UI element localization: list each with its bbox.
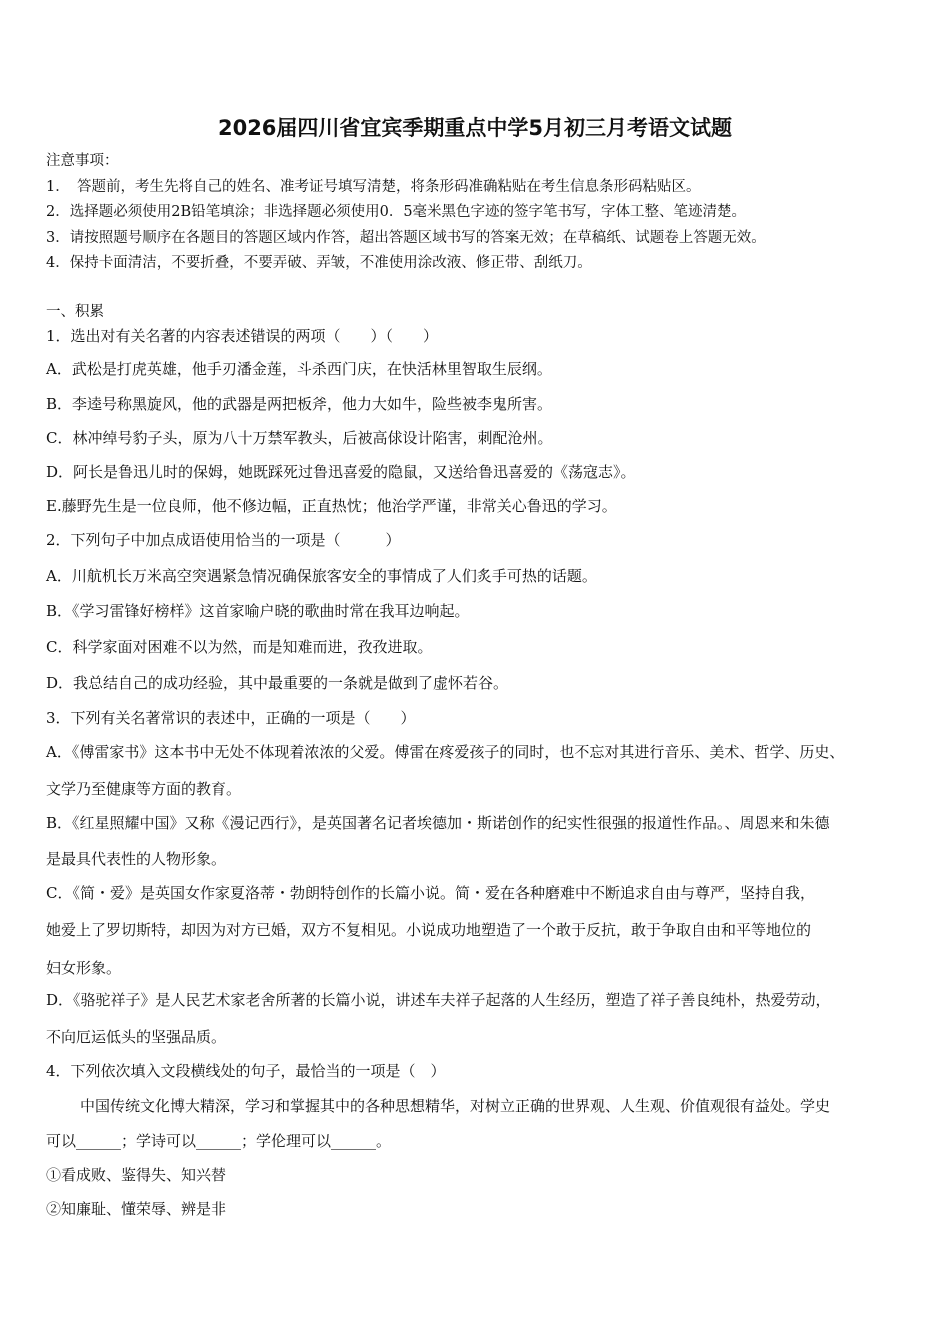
question-3-option-c-cont: 她爱上了罗切斯特，却因为对方已婚，双方不复相见。小说成功地塑造了一个敢于反抗，敢于争取自由和平等地位的 (46, 921, 812, 939)
question-2-option-a: A．川航机长万米高空突遇紧急情况确保旅客安全的事情成了人们炙手可热的话题。 (46, 567, 597, 585)
question-3-stem: 3．下列有关名著常识的表述中，正确的一项是（ ） (46, 709, 416, 727)
question-3-option-d-cont: 不向厄运低头的坚强品质。 (46, 1028, 227, 1046)
page-title: 2026届四川省宜宾季期重点中学5月初三月考语文试题 (217, 116, 733, 140)
question-1-option-b: B．李逵号称黑旋风，他的武器是两把板斧，他力大如牛，险些被李鬼所害。 (46, 395, 553, 413)
question-4-passage: 中国传统文化博大精深，学习和掌握其中的各种思想精华，对树立正确的世界观、人生观、价值观很有益处。学史 (80, 1097, 831, 1115)
question-2-option-c: C．科学家面对困难不以为然，而是知难而进，孜孜进取。 (46, 638, 433, 656)
question-2-option-d: D．我总结自己的成功经验，其中最重要的一条就是做到了虚怀若谷。 (46, 674, 509, 692)
notice-heading: 注意事项： (46, 153, 119, 169)
question-1-option-a: A．武松是打虎英雄，他手刃潘金莲，斗杀西门庆，在快活林里智取生辰纲。 (46, 360, 552, 378)
question-3-option-d: D．《骆驼祥子》是人民艺术家老舍所著的长篇小说，讲述车夫祥子起落的人生经历，塑造了祥子善良纯朴，热爱劳动， (46, 991, 831, 1009)
section-heading: 一、积累 (46, 304, 104, 320)
question-1-option-e: E.藤野先生是一位良师，他不修边幅，正直热忱；他治学严谨，非常关心鲁迅的学习。 (46, 497, 617, 515)
question-1-stem: 1．选出对有关名著的内容表述错误的两项（ ）（ ） (46, 327, 439, 345)
question-4-stem: 4．下列依次填入文段横线处的句子，最恰当的一项是（ ） (46, 1062, 446, 1080)
question-2-option-b: B．《学习雷锋好榜样》这首家喻户晓的歌曲时常在我耳边响起。 (46, 602, 470, 620)
notice-item: 3．请按照题号顺序在各题目的答题区域内作答，超出答题区域书写的答案无效；在草稿纸、试题卷上答题无效。 (46, 230, 766, 246)
question-1-option-d: D．阿长是鲁迅儿时的保姆，她既踩死过鲁迅喜爱的隐鼠，又送给鲁迅喜爱的《荡寇志》。 (46, 463, 636, 481)
notice-item: 1． 答题前，考生先将自己的姓名、准考证号填写清楚，将条形码准确粘贴在考生信息条形码粘贴区。 (46, 179, 701, 195)
question-3-option-c-cont: 妇女形象。 (46, 959, 122, 977)
question-3-option-b: B．《红星照耀中国》又称《漫记西行》，是英国著名记者埃德加・斯诺创作的纪实性很强的报道性作品。、周恩来和朱德 (46, 814, 830, 832)
question-2-stem: 2．下列句子中加点成语使用恰当的一项是（ ） (46, 531, 401, 549)
question-4-passage-cont: 可以______；学诗可以______；学伦理可以______。 (46, 1132, 392, 1150)
question-3-option-b-cont: 是最具代表性的人物形象。 (46, 850, 227, 868)
question-4-choice-2: ②知廉耻、懂荣辱、辨是非 (46, 1200, 227, 1218)
question-1-option-c: C．林冲绰号豹子头，原为八十万禁军教头，后被高俅设计陷害，刺配沧州。 (46, 429, 553, 447)
question-3-option-c: C．《简・爱》是英国女作家夏洛蒂・勃朗特创作的长篇小说。简・爱在各种磨难中不断追求自由与尊严，坚持自我， (46, 884, 815, 902)
notice-item: 2．选择题必须使用2B铅笔填涂；非选择题必须使用0．5毫米黑色字迹的签字笔书写，字体工整、笔迹清楚。 (46, 204, 747, 220)
question-3-option-a-cont: 文学乃至健康等方面的教育。 (46, 780, 242, 798)
question-3-option-a: A．《傅雷家书》这本书中无处不体现着浓浓的父爱。傅雷在疼爱孩子的同时，也不忘对其进行音乐、美术、哲学、历史、 (46, 743, 845, 761)
notice-item: 4．保持卡面清洁，不要折叠，不要弄破、弄皱，不准使用涂改液、修正带、刮纸刀。 (46, 255, 592, 271)
question-4-choice-1: ①看成败、鉴得失、知兴替 (46, 1166, 227, 1184)
